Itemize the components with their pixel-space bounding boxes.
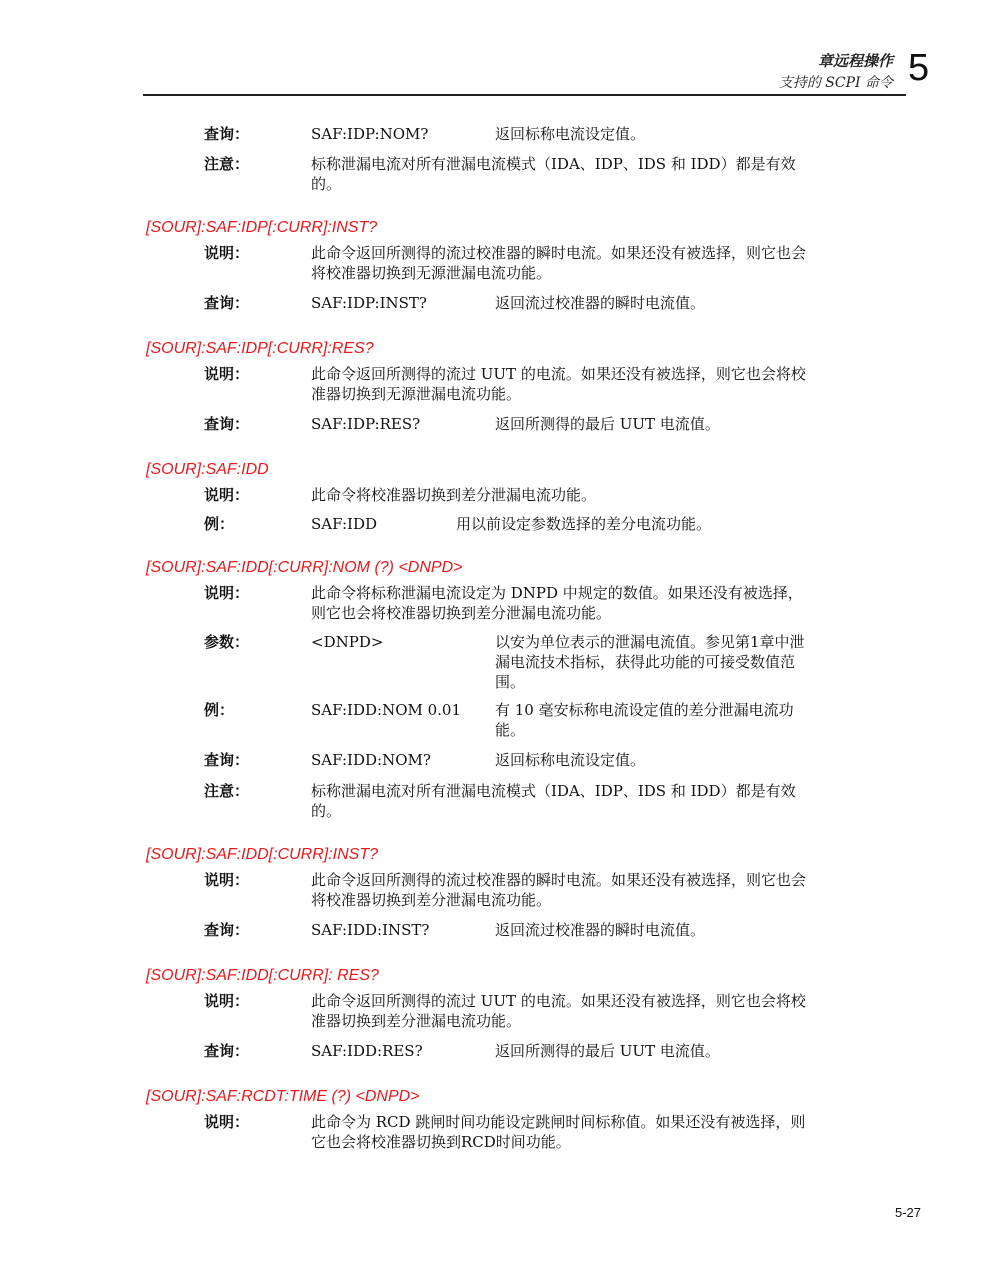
- example-label: 例：: [204, 701, 235, 719]
- description-text: 此命令为 RCD 跳闸时间功能设定跳闸时间标称值。如果还没有被选择，则它也会将校准器切换到RCD时间功能。: [311, 1113, 806, 1151]
- description-label: 说明：: [204, 584, 250, 602]
- query-label: 查询：: [204, 1042, 250, 1060]
- example-command: SAF:IDD: [311, 515, 378, 533]
- query-label: 查询：: [204, 125, 250, 143]
- chapter-number: 5: [908, 47, 930, 89]
- command-heading: [SOUR]:SAF:IDP[:CURR]:RES?: [146, 340, 374, 357]
- query-label: 查询：: [204, 921, 250, 939]
- example-description: 有 10 毫安标称电流设定值的差分泄漏电流功能。: [495, 701, 794, 739]
- description-label: 说明：: [204, 992, 250, 1010]
- note-label: 注意：: [204, 155, 250, 173]
- command-heading: [SOUR]:SAF:IDD: [146, 461, 269, 478]
- example-label: 例：: [204, 515, 235, 533]
- parameter-name: <DNPD>: [311, 633, 384, 651]
- command-heading: [SOUR]:SAF:RCDT:TIME (?) <DNPD>: [146, 1088, 420, 1105]
- command-heading: [SOUR]:SAF:IDD[:CURR]:INST?: [146, 846, 379, 863]
- description-text: 此命令返回所测得的流过校准器的瞬时电流。如果还没有被选择，则它也会将校准器切换到差分泄漏电流功能。: [311, 871, 807, 909]
- description-text: 此命令返回所测得的流过 UUT 的电流。如果还没有被选择，则它也会将校准器切换到无源泄漏电流功能。: [311, 365, 806, 403]
- query-label: 查询：: [204, 751, 250, 769]
- parameter-description: 以安为单位表示的泄漏电流值。参见第1章中泄漏电流技术指标，获得此功能的可接受数值范围。: [495, 633, 805, 691]
- query-label: 查询：: [204, 294, 250, 312]
- query-command: SAF:IDD:RES?: [311, 1042, 423, 1060]
- query-description: 返回流过校准器的瞬时电流值。: [495, 294, 706, 312]
- example-command: SAF:IDD:NOM 0.01: [311, 701, 462, 719]
- command-heading: [SOUR]:SAF:IDP[:CURR]:INST?: [146, 219, 378, 236]
- chapter-title: 章远程操作: [817, 52, 893, 70]
- query-command: SAF:IDP:INST?: [311, 294, 427, 312]
- description-label: 说明：: [204, 365, 250, 383]
- description-label: 说明：: [204, 244, 250, 262]
- description-text: 此命令返回所测得的流过 UUT 的电流。如果还没有被选择，则它也会将校准器切换到差分泄漏电流功能。: [311, 992, 806, 1030]
- chapter-subtitle: 支持的 SCPI 命令: [778, 75, 893, 91]
- query-command: SAF:IDP:RES?: [311, 415, 421, 433]
- description-label: 说明：: [204, 1113, 250, 1131]
- description-text: 此命令将标称泄漏电流设定为 DNPD 中规定的数值。如果还没有被选择，则它也会将校准器切换到差分泄漏电流功能。: [311, 584, 803, 622]
- note-text: 标称泄漏电流对所有泄漏电流模式（IDA、IDP、IDS 和 IDD）都是有效的。: [311, 155, 796, 193]
- note-label: 注意：: [204, 782, 250, 800]
- query-label: 查询：: [204, 415, 250, 433]
- example-description: 用以前设定参数选择的差分电流功能。: [456, 515, 712, 533]
- command-heading: [SOUR]:SAF:IDD[:CURR]: RES?: [146, 967, 379, 984]
- header-rule: [143, 94, 906, 96]
- query-description: 返回所测得的最后 UUT 电流值。: [495, 415, 720, 433]
- description-text: 此命令将校准器切换到差分泄漏电流功能。: [311, 486, 597, 504]
- query-description: 返回标称电流设定值。: [495, 751, 646, 769]
- description-text: 此命令返回所测得的流过校准器的瞬时电流。如果还没有被选择，则它也会将校准器切换到无源泄漏电流功能。: [311, 244, 807, 282]
- page-number: 5-27: [895, 1205, 922, 1220]
- command-heading: [SOUR]:SAF:IDD[:CURR]:NOM (?) <DNPD>: [146, 559, 463, 576]
- query-command: SAF:IDD:INST?: [311, 921, 430, 939]
- description-label: 说明：: [204, 486, 250, 504]
- description-label: 说明：: [204, 871, 250, 889]
- query-description: 返回所测得的最后 UUT 电流值。: [495, 1042, 720, 1060]
- note-text: 标称泄漏电流对所有泄漏电流模式（IDA、IDP、IDS 和 IDD）都是有效的。: [311, 782, 796, 820]
- parameter-label: 参数：: [204, 633, 250, 651]
- query-command: SAF:IDP:NOM?: [311, 125, 429, 143]
- query-description: 返回标称电流设定值。: [495, 125, 646, 143]
- query-command: SAF:IDD:NOM?: [311, 751, 431, 769]
- query-description: 返回流过校准器的瞬时电流值。: [495, 921, 706, 939]
